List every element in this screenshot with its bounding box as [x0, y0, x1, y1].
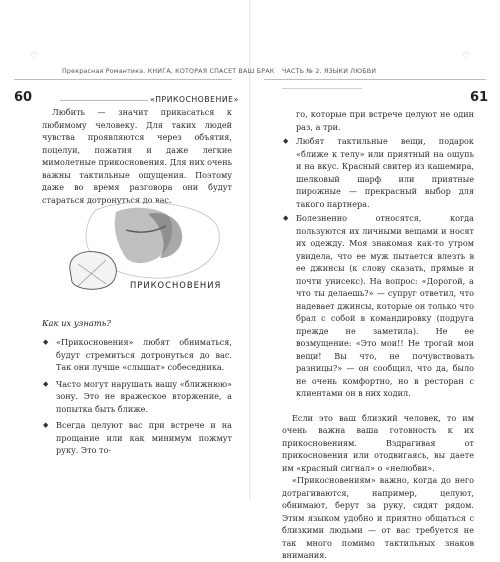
section-title: «ПРИКОСНОВЕНИЕ»	[150, 95, 239, 104]
list-item: ◆ Болезненно относятся, когда пользуются их личными вещами и носят их одежду. Моя знакомая как-то утром увидела, что ее муж пытается влезть в ее джинсы (к слову сказать, прямые и почти унисекс). На вопрос: «Дорогой, а что ты делаешь?» — супруг ответил, что надевает джинсы, которые он только что брал с собой в командировку (подруга прежде не заметила). Не ее возмущение: «Это мои!! Не трогай мои вещи! Вы что, не почувствовать разницы?» — он сообщил, что да, было не очень комфортно, но в ресторан с клиентами он в них ходил.	[283, 213, 474, 398]
list-item-continuation: го, которые при встрече целуют не один раз, а три.	[296, 109, 474, 132]
header-rule-right	[264, 79, 486, 80]
title-rule	[60, 100, 148, 101]
diamond-bullet-icon: ◆	[283, 137, 289, 145]
body-paragraph: «Прикосновениям» важно, когда до него дотрагиваются, например, целуют, обнимают, берут за руку, сидят рядом. Этим языком удобно и приятно общаться с близкими людьми — от вас требуется не так много помимо тактильных знаков внимания.	[282, 475, 474, 560]
diamond-bullet-icon: ◆	[43, 379, 49, 388]
left-bullet-list	[42, 336, 232, 461]
subhead: Как их узнать?	[42, 318, 111, 328]
running-head-right: ЧАСТЬ № 2. ЯЗЫКИ ЛЮБВИ	[282, 68, 377, 75]
diamond-bullet-icon: ◆	[43, 421, 49, 429]
chapter-rule	[282, 88, 362, 89]
heart-icon: ♡	[462, 52, 471, 62]
list-item: ◆ Любят тактильные вещи, подарок «ближе к телу» или приятный на ощупь и на вкус. Красный свитер из кашемира, шелковый шарф или приятные пирожные — прекрасный выбор для такого партнера.	[283, 136, 474, 209]
running-head-left: Прекрасная Романтика. КНИГА, КОТОРАЯ СПАСЕТ ВАШ БРАК	[62, 68, 275, 75]
list-item: ◆ Всегда целуют вас при встрече и на прощание или как минимум пожмут руку. Это то-	[43, 420, 232, 455]
diamond-bullet-icon: ◆	[43, 338, 49, 346]
left-intro	[42, 106, 232, 206]
list-item: ◆ Часто могут нарушать вашу «ближнюю» зону. Это не вражеское вторжение, а попытка быть ближе.	[43, 378, 232, 414]
right-column	[282, 108, 474, 562]
body-paragraph: Если это ваш близкий человек, то им очень важна ваша готовность к их прикосновениям. Вздрагивая от прикосновения или отодвигаясь, вы даете им «красный сигнал» о «нелюбви».	[282, 412, 474, 473]
illustration-hug	[56, 200, 222, 308]
intro-paragraph: Любить — значит прикасаться к любимому человеку. Для таких людей чувства проявляются через объятия, поцелуи, пожатия и даже легкие мимолетные прикосновения. Для них очень важны тактильные ощущения. Поэтому даже во время разговора они будут стараться дотронуться до вас.	[42, 107, 232, 205]
gutter	[249, 0, 251, 500]
header-rule-left	[14, 79, 232, 80]
illustration-caption: ПРИКОСНОВЕНИЯ	[130, 280, 222, 290]
list-item: ◆ «Прикосновения» любят обниматься, будут стремиться дотронуться до вас. Так они лучше «слышат» собеседника.	[43, 337, 232, 372]
heart-icon: ♡	[30, 52, 39, 62]
page-number-left: 60	[14, 90, 33, 105]
diamond-bullet-icon: ◆	[283, 214, 289, 222]
page-number-right: 61	[470, 90, 489, 105]
